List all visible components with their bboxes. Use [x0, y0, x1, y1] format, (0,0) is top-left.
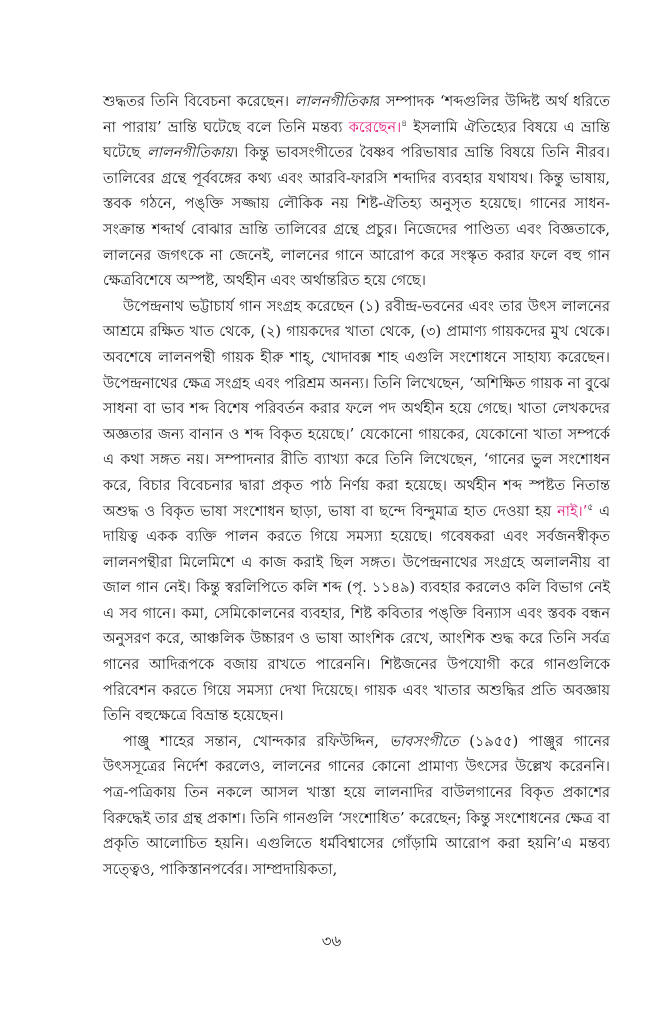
text-run: (১৯৫৫) পাঞ্জুর গানের উৎসসূত্রের নির্দেশ করলেও, লালনের গানের কোনো প্রামাণ্য উৎসের উল্লেখ করেননি। পত্র-পত্রিকায় তিন নকলে আসল খাস্তা হয়ে লালনাদির বাউলগানের বিকৃত প্রকাশের বিরুদ্ধেই তার গ্রন্থ প্রকাশ। তিনি গানগুলি ‘সংশোধিত’ করেছেন; কিন্তু সংশোধনের ক্ষেত্র বা প্রকৃতি আলোচিত হয়নি। এগুলিতে ধর্মবিশ্বাসের গোঁড়ামি আরোপ করা হয়নি’এ মন্তব্য সত্ত্বেও, পাকিস্তানপর্বের। সাম্প্রদায়িকতা,: [103, 733, 610, 878]
paragraph-2: [103, 295, 610, 730]
paragraph-3: [103, 730, 610, 884]
text-run: র সম্পাদক ‘শব্দগুলির উদ্দিষ্ট অর্থ ধরিতে না পারায়’ ভ্রান্তি ঘটেছে বলে তিনি মন্তব্য: [103, 94, 610, 136]
footnote-marker[interactable]: ৪: [401, 118, 408, 129]
book-title: লালনগীতিকায়: [146, 145, 233, 162]
text-run: । কিন্তু ভাবসংগীতের বৈষ্ণব পরিভাষার ভ্রান্তি বিষয়ে তিনি নীরব। তালিবের গ্রন্থে পূর্ববঙ্গের কথ্য এবং আরবি-ফারসি শব্দাদির ব্যবহার যথাযথ। কিন্তু ভাষায়, স্তবক গঠনে, পঙ্‌ক্তি সজ্জায় লৌকিক নয় শিষ্ট-ঐতিহ্য অনুসৃত হয়েছে। গানের সাধন-সংক্রান্ত শব্দার্থ বোঝার ভ্রান্তি তালিবের গ্রন্থে প্রচুর। নিজেদের পাণ্ডিত্য এবং বিজ্ঞতাকে, লালনের জগৎকে না জেনেই, লালনের গানে আরোপ করে সংস্কৃত করার ফলে বহু গান ক্ষেত্রবিশেষে অস্পষ্ট, অর্থহীন এবং অর্থান্তরিত হয়ে গেছে।: [103, 145, 610, 290]
paragraph-1: [103, 90, 610, 295]
book-title: লালনগীতিকা: [294, 94, 373, 110]
body-text: [103, 90, 610, 883]
highlighted-text: নাই।’: [557, 503, 588, 520]
page-number: ৩৬: [321, 932, 342, 950]
text-run: পাঞ্জু শাহের সন্তান, খোন্দকার রফিউদ্দিন,: [123, 733, 390, 750]
text-run: উপেন্দ্রনাথ ভট্টাচার্য গান সংগ্রহ করেছেন (১) রবীন্দ্র-ভবনের এবং তার উৎস লালনের আশ্রমে রক্ষিত খাত থেকে, (২) গায়কদের খাতা থেকে, (৩) প্রামাণ্য গায়কদের মুখ থেকে। অবশেষে লালনপন্থী গায়ক হীরু শাহ্‌, খোদাবক্স শাহ এগুলি সংশোধনে সাহায্য করেছেন। উপেন্দ্রনাথের ক্ষেত্র সংগ্রহ এবং পরিশ্রম অনন্য। তিনি লিখেছেন, ‘অশিক্ষিত গায়ক না বুঝে সাধনা বা ভাব শব্দ বিশেষ পরিবর্তন করার ফলে পদ অর্থহীন হয়ে গেছে। খাতা লেখকদের অজ্ঞতার জন্য বানান ও শব্দ বিকৃত হয়েছে।’ যেকোনো গায়কের, যেকোনো খাতা সম্পর্কে এ কথা সঙ্গত নয়। সম্পাদনার রীতি ব্যাখ্যা করে তিনি লিখেছেন, ‘গানের ভুল সংশোধন করে, বিচার বিবেচনার দ্বারা প্রকৃত পাঠ নির্ণয় করা হয়েছে। অর্থহীন শব্দ স্পষ্টত নিতান্ত অশুদ্ধ ও বিকৃত ভাষা সংশোধন ছাড়া, ভাষা বা ছন্দে বিন্দুমাত্র হাত দেওয়া হয়: [103, 298, 610, 520]
text-run: ইসলামি ঐতিহ্যের বিষয়ে এ ভ্রান্তি ঘটেছে: [103, 119, 610, 162]
text-run: শুদ্ধতর তিনি বিবেচনা করেছেন।: [103, 94, 295, 110]
book-title: ভাবসংগীতে: [389, 733, 459, 750]
text-run: এ দায়িত্ব একক ব্যক্তি পালন করতে গিয়ে সমস্যা হয়েছে। গবেষকরা এবং সর্বজনস্বীকৃত লালনপন্থীরা মিলেমিশে এ কাজ করাই ছিল সঙ্গত। উপেন্দ্রনাথের সংগ্রহে অলালনীয় বা জাল গান নেই। কিন্তু স্বরলিপিতে কলি শব্দ (পৃ. ১১৪৯) ব্যবহার করলেও কলি বিভাগ নেই এ সব গানে। কমা, সেমিকোলনের ব্যবহার, শিষ্ট কবিতার পঙ্‌ক্তি বিন্যাস এবং স্তবক বন্ধন অনুসরণ করে, আঞ্চলিক উচ্চারণ ও ভাষা আংশিক রেখে, আংশিক শুদ্ধ করে তিনি সর্বত্র গানের আদিরূপকে বজায় রাখতে পারেননি। শিষ্টজনের উপযোগী করে গানগুলিকে পরিবেশন করতে গিয়ে সমস্যা দেখা দিয়েছে। গায়ক এবং খাতার অশুদ্ধির প্রতি অবজ্ঞায় তিনি বহুক্ষেত্রে বিভ্রান্ত হয়েছেন।: [103, 503, 611, 725]
highlighted-text: করেছেন।: [348, 119, 402, 136]
footnote-marker[interactable]: ৫: [587, 502, 594, 513]
